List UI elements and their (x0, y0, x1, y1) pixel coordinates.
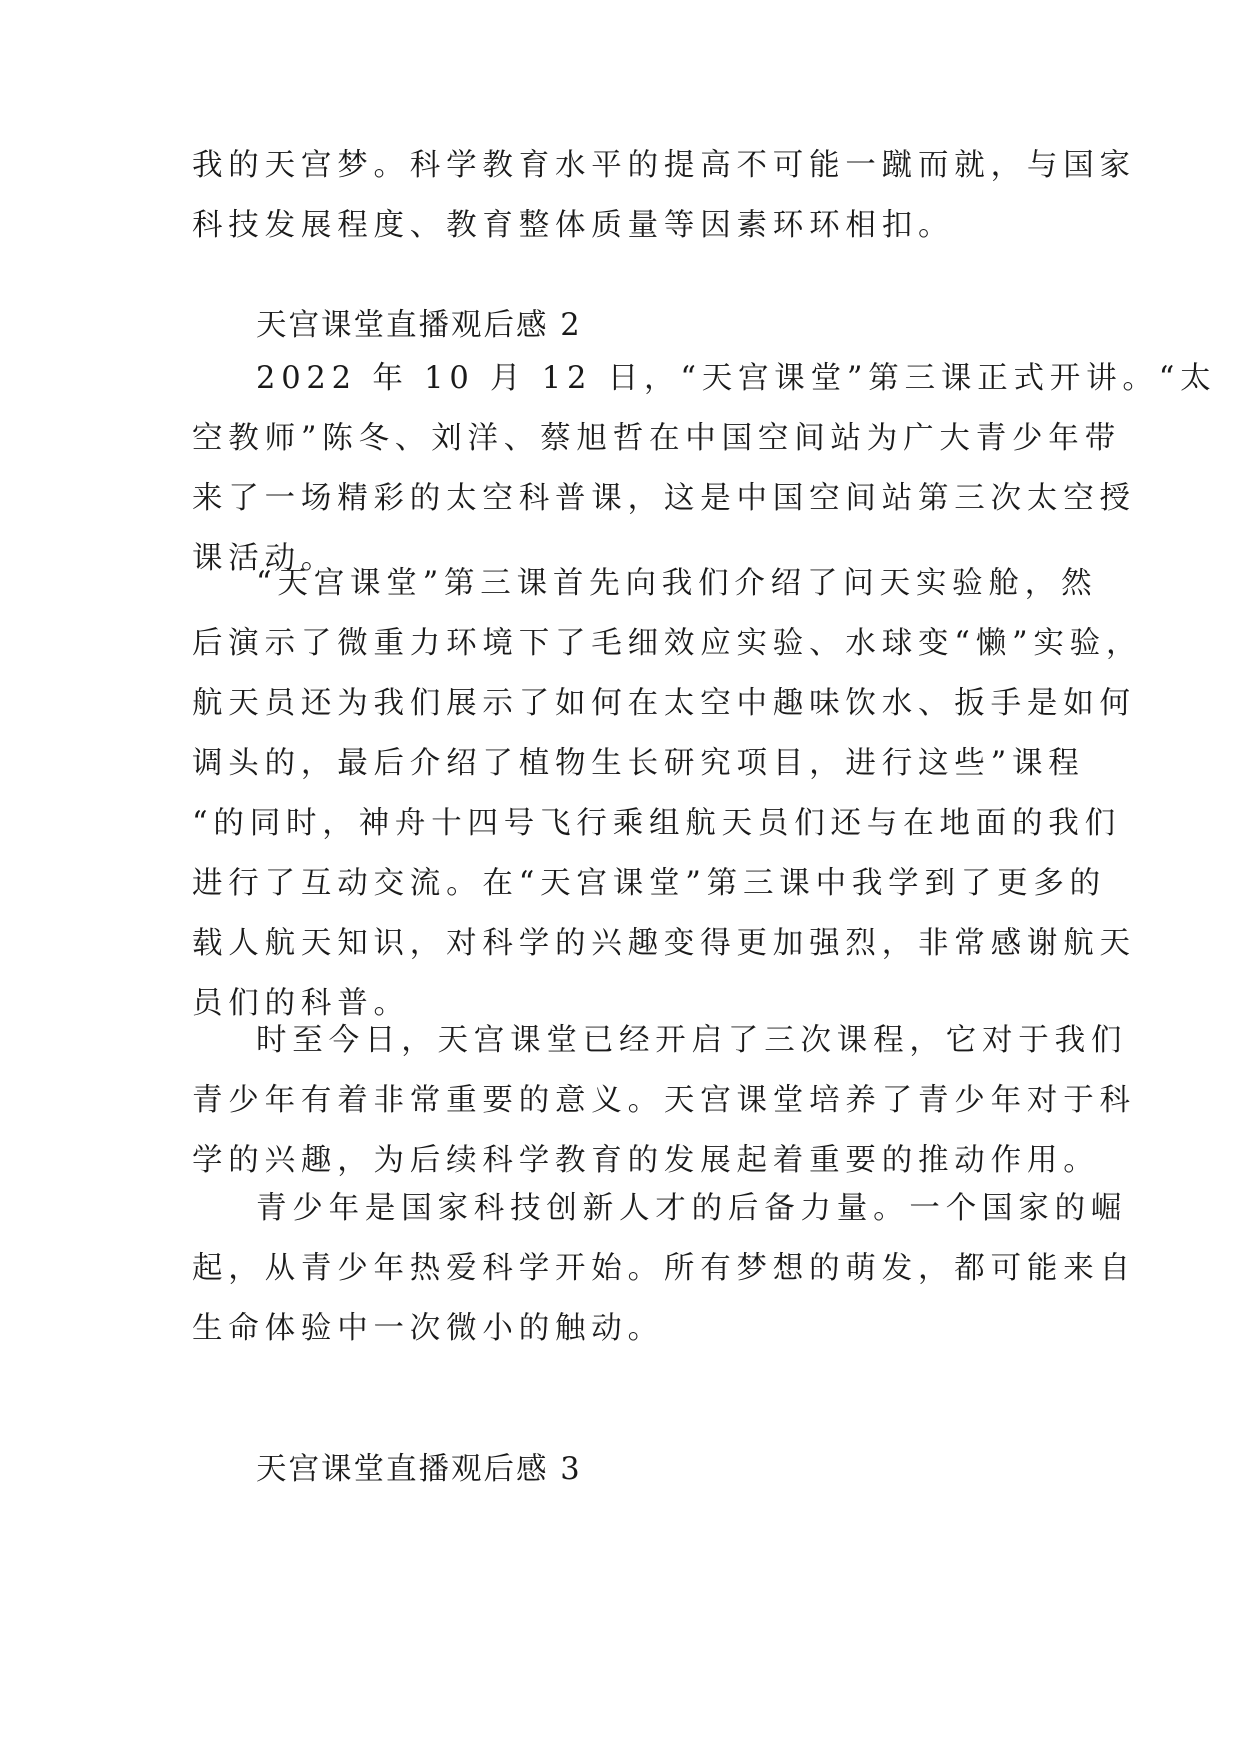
text-line: “的同时，神舟十四号飞行乘组航天员们还与在地面的我们 (192, 806, 1121, 841)
text-line: 后演示了微重力环境下了毛细效应实验、水球变“懒”实验， (192, 626, 1143, 661)
text-line: 学的兴趣，为后续科学教育的发展起着重要的推动作用。 (192, 1143, 1100, 1178)
paragraph-continued (192, 136, 1136, 256)
section-heading-3 (192, 1440, 1052, 1500)
text-line: 青少年是国家科技创新人才的后备力量。一个国家的崛 (256, 1191, 1128, 1226)
heading-text: 天宫课堂直播观后感 2 (256, 308, 582, 343)
text-line: 来了一场精彩的太空科普课，这是中国空间站第三次太空授 (192, 481, 1136, 516)
text-line: 载人航天知识，对科学的兴趣变得更加强烈，非常感谢航天 (192, 926, 1136, 961)
paragraph-intro (192, 349, 1217, 589)
text-line: 我的天宫梦。科学教育水平的提高不可能一蹴而就，与国家 (192, 148, 1136, 183)
text-line: “天宫课堂”第三课首先向我们介绍了问天实验舱，然 (256, 566, 1098, 601)
text-line: 生命体验中一次微小的触动。 (192, 1311, 664, 1346)
paragraph-lesson (192, 554, 1143, 1034)
text-line: 空教师”陈冬、刘洋、蔡旭哲在中国空间站为广大青少年带 (192, 421, 1121, 456)
paragraph-youth (192, 1179, 1136, 1359)
text-line: 航天员还为我们展示了如何在太空中趣味饮水、扳手是如何 (192, 686, 1136, 721)
section-heading-2 (192, 296, 1052, 356)
text-line: 时至今日，天宫课堂已经开启了三次课程，它对于我们 (256, 1023, 1128, 1058)
text-line: 进行了互动交流。在“天宫课堂”第三课中我学到了更多的 (192, 866, 1106, 901)
text-line: 起，从青少年热爱科学开始。所有梦想的萌发，都可能来自 (192, 1251, 1136, 1286)
text-line: 科技发展程度、教育整体质量等因素环环相扣。 (192, 208, 955, 243)
text-line: 课活动。 (192, 541, 338, 576)
text-line: 青少年有着非常重要的意义。天宫课堂培养了青少年对于科 (192, 1083, 1136, 1118)
text-line: 员们的科普。 (192, 986, 410, 1021)
text-line: 调头的，最后介绍了植物生长研究项目，进行这些”课程 (192, 746, 1085, 781)
text-line: 2022 年 10 月 12 日，“天宫课堂”第三课正式开讲。“太 (256, 361, 1217, 396)
paragraph-significance (192, 1011, 1136, 1191)
heading-text: 天宫课堂直播观后感 3 (256, 1452, 582, 1487)
